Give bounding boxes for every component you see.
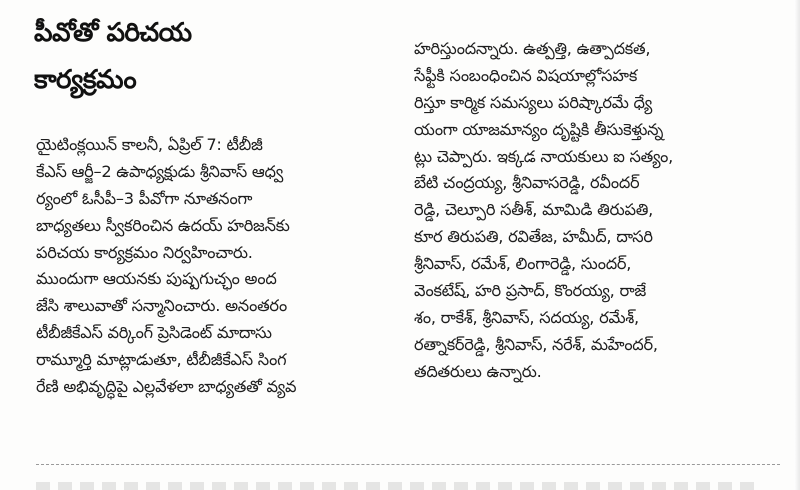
- text-line: బేటి చంద్రయ్య, శ్రీనివాసరెడ్డి, రవీందర్: [414, 173, 640, 193]
- text-line: రిస్తూ కార్మిక సమస్యలు పరిష్కారమే ధ్యే: [414, 92, 653, 112]
- text-line: జేసి శాలువాతో సన్మానించారు. అనంతరం: [36, 296, 287, 316]
- text-line: సేఫ్టీకి సంబంధించిన విషయాల్లోసహక: [414, 65, 638, 85]
- text-line: శం, రాకేశ్, శ్రీనివాస్, సదయ్య, రమేశ్,: [414, 307, 639, 327]
- text-line: యంగా యాజమాన్యం దృష్టికి తీసుకెళ్తున్న: [414, 119, 664, 139]
- text-line: ర్యంలో ఓసీపీ–3 పీవోగా నూతనంగా: [36, 188, 253, 208]
- column-separator-rule: [36, 464, 780, 465]
- text-line: బాధ్యతలు స్వీకరించిన ఉదయ్ హరిజన్‌కు: [36, 215, 290, 235]
- text-line: తదితరులు ఉన్నారు.: [414, 361, 542, 381]
- text-line: వెంకటేష్, హరి ప్రసాద్, కొంరయ్య, రాజే: [414, 281, 646, 301]
- text-line: రేణి అభివృద్ధిపై ఎల్లవేళలా బాధ్యతతో వ్యవ: [36, 377, 297, 397]
- text-line: ట్లు చెప్పారు. ఇక్కడ నాయకులు ఐ సత్యం,: [414, 146, 674, 166]
- article-column-left: [36, 132, 392, 401]
- headline-line-1: పీవోతో పరిచయ: [34, 18, 192, 48]
- text-line: రత్నాకర్‌రెడ్డి, శ్రీనివాస్, నరేశ్, మహేందర్,: [414, 334, 658, 354]
- article-column-right: [414, 36, 778, 386]
- text-line: రామ్మూర్తి మాట్లాడుతూ, టీబీజీకేఎస్ సింగ: [36, 350, 287, 370]
- text-line: ముందుగా ఆయనకు పుష్పగుచ్ఛం అంద: [36, 269, 277, 289]
- headline-block: [28, 10, 388, 104]
- text-line: శ్రీనివాస్, రమేశ్, లింగారెడ్డి, సుందర్,: [414, 254, 632, 274]
- headline-line-2: కార్యక్రమం: [34, 65, 137, 95]
- text-line: కూర తిరుపతి, రవితేజ, హమీద్, దాసరి: [414, 227, 653, 247]
- text-line: పరిచయ కార్యక్రమం నిర్వహించారు.: [36, 242, 253, 262]
- text-line: యైటింక్లయిన్ కాలనీ, ఏప్రిల్ 7: టీబీజీ: [36, 135, 263, 154]
- text-line: హరిస్తుందన్నారు. ఉత్పత్తి, ఉత్పాదకత,: [414, 39, 651, 58]
- cut-off-next-article: [36, 482, 760, 490]
- text-line: టీబీజీకేఎస్ వర్కింగ్ ప్రెసిడెంట్ మాదాసు: [36, 323, 272, 343]
- text-line: కేఎస్ ఆర్జీ–2 ఉపాధ్యక్షుడు శ్రీనివాస్ ఆధ్వ: [36, 161, 284, 181]
- clipping-edge: [794, 0, 800, 490]
- text-line: రెడ్డి, చెల్పూరి సతీశ్, మామిడి తిరుపతి,: [414, 200, 654, 220]
